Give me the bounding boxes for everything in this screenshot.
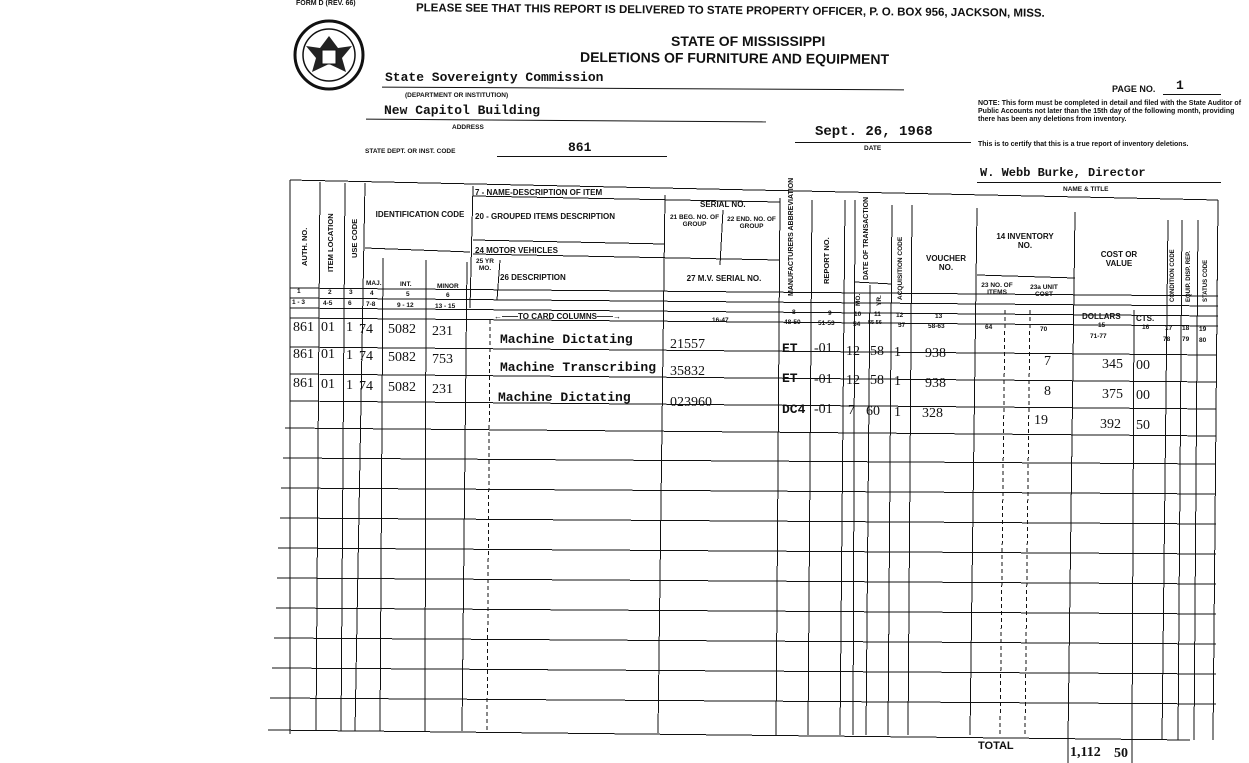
address-label: ADDRESS xyxy=(452,124,484,131)
cell-desc: Machine Dictating xyxy=(498,390,631,405)
col-voucher-no: VOUCHER NO. xyxy=(925,254,966,272)
form-title: DELETIONS OF FURNITURE AND EQUIPMENT xyxy=(579,48,890,68)
cell-mfr: ET xyxy=(782,341,798,356)
col-identification-code: IDENTIFICATION CODE xyxy=(375,210,465,219)
cell-minor: 231 xyxy=(432,324,453,339)
cell-loc: 01 xyxy=(321,377,335,392)
note-text: NOTE: This form must be completed in detail and filed with the State Auditor of Public Accounts not later than the 15th day of the following month, providing there has been any deletions from inventory. xyxy=(978,100,1242,123)
signature-value: W. Webb Burke, Director xyxy=(980,166,1146,180)
col-yr: YR. xyxy=(876,295,883,306)
cell-desc: Machine Transcribing xyxy=(500,360,657,375)
col-description26: 26 DESCRIPTION xyxy=(500,273,566,282)
num-17: 17 xyxy=(1165,325,1173,332)
col-equip-disp-rep: EQUIP. DISP. REP. xyxy=(1186,250,1192,302)
cell-report: -01 xyxy=(814,372,833,387)
num-15: 15 xyxy=(1098,322,1106,329)
cell-yr: 60 xyxy=(866,404,880,419)
cell-serial: 023960 xyxy=(670,395,712,410)
col-no-of-items: 23 NO. OF ITEMS xyxy=(981,282,1013,296)
col-cts: CTS. xyxy=(1136,314,1155,323)
cell-mfr: ET xyxy=(782,371,798,386)
num-11: 11 xyxy=(874,311,881,318)
card-12: 57 xyxy=(898,322,906,329)
col-status-code: STATUS CODE xyxy=(1203,259,1209,302)
cell-acq: 1 xyxy=(894,405,901,420)
col-date-of-transaction: DATE OF TRANSACTION xyxy=(863,196,870,280)
col-auth-no: AUTH. NO. xyxy=(300,227,309,266)
card-18: 79 xyxy=(1182,336,1190,343)
num-1: 1 xyxy=(297,288,301,295)
cell-serial: 21557 xyxy=(670,337,705,352)
card-6: 13 - 15 xyxy=(435,303,456,310)
num-9: 9 xyxy=(828,310,832,317)
card-11: 55 56 xyxy=(868,320,882,326)
card-16: 71-77 xyxy=(1090,333,1107,340)
num-5: 5 xyxy=(406,291,410,298)
col-condition-code: CONDITION CODE xyxy=(1170,249,1176,302)
col-serial-no: SERIAL NO. xyxy=(700,200,746,209)
certify-text: This is to certify that this is a true report of inventory deletions. xyxy=(978,141,1189,148)
col-use-code: USE CODE xyxy=(350,218,359,258)
card-14: 64 xyxy=(985,324,993,331)
col-item-location: ITEM LOCATION xyxy=(326,213,335,272)
card-17: 78 xyxy=(1163,336,1171,343)
address-value: New Capitol Building xyxy=(384,103,541,118)
date-label: DATE xyxy=(864,145,882,152)
page-label: PAGE NO. xyxy=(1112,84,1156,94)
num-10: 10 xyxy=(854,311,862,318)
card-3: 6 xyxy=(348,300,352,307)
cell-dollars: 345 xyxy=(1102,357,1123,372)
num-16: 16 xyxy=(1142,324,1150,331)
col-cost-or-value: COST OR VALUE xyxy=(1100,250,1138,268)
col-dollars: DOLLARS xyxy=(1082,312,1121,321)
col-inventory-no: 14 INVENTORY NO. xyxy=(996,232,1054,250)
cell-yr: 58 xyxy=(870,373,884,388)
num-6: 6 xyxy=(446,292,450,299)
inst-code-value: 861 xyxy=(568,140,592,155)
col-name-desc: 7 - NAME-DESCRIPTION OF ITEM xyxy=(475,188,603,197)
card-4: 7-8 xyxy=(366,301,376,308)
cell-int: 5082 xyxy=(388,350,416,365)
card-10: 54 xyxy=(853,321,861,328)
num-13: 13 xyxy=(935,313,943,320)
cell-int: 5082 xyxy=(388,322,416,337)
to-card-columns: ←——TO CARD COLUMNS——→ xyxy=(494,312,621,321)
cell-dollars: 375 xyxy=(1102,387,1123,402)
cell-voucher: 328 xyxy=(922,406,943,421)
card-13: 58-63 xyxy=(928,323,945,330)
col-mo: MO. xyxy=(855,293,862,306)
cell-use: 1 xyxy=(346,320,353,335)
to-card-columns-label: TO CARD COLUMNS xyxy=(518,312,597,321)
cell-mfr: DC4 xyxy=(782,402,806,417)
card-15: 70 xyxy=(1040,326,1048,333)
cell-inventory: 7 xyxy=(1044,354,1051,369)
cell-serial: 35832 xyxy=(670,364,705,379)
cell-yr: 58 xyxy=(870,344,884,359)
card-19: 80 xyxy=(1199,337,1207,344)
num-8: 8 xyxy=(792,309,796,316)
num-2: 2 xyxy=(328,289,332,296)
cell-acq: 1 xyxy=(894,345,901,360)
cell-cts: 50 xyxy=(1136,418,1150,433)
col-end-no: 22 END. NO. OF GROUP xyxy=(727,216,776,230)
num-19: 19 xyxy=(1199,326,1207,333)
cell-voucher: 938 xyxy=(925,346,946,361)
cell-use: 1 xyxy=(346,348,353,363)
col-beg-no: 21 BEG. NO. OF GROUP xyxy=(669,214,720,228)
form-id: FORM D (REV. 66) xyxy=(296,0,356,7)
card-7: 16-47 xyxy=(712,317,729,324)
card-1: 1 - 3 xyxy=(292,299,306,306)
cell-report: -01 xyxy=(814,341,833,356)
cell-mo: 12 xyxy=(846,344,860,359)
inst-code-label: STATE DEPT. OR INST. CODE xyxy=(365,148,456,155)
col-acquisition-code: ACQUISITION CODE xyxy=(897,236,904,300)
total-label: TOTAL xyxy=(978,740,1014,752)
col-int: INT. xyxy=(400,281,412,288)
page-number: 1 xyxy=(1176,78,1184,93)
cell-desc: Machine Dictating xyxy=(500,332,633,347)
col-yr-mo: 25 YR MO. xyxy=(476,258,494,272)
cell-cts: 00 xyxy=(1136,358,1150,373)
col-unit-cost: 23a UNIT COST xyxy=(1030,284,1058,298)
cell-loc: 01 xyxy=(321,320,335,335)
col-grouped-desc: 20 - GROUPED ITEMS DESCRIPTION xyxy=(475,212,616,221)
col-maj: MAJ. xyxy=(366,280,382,287)
state-title: STATE OF MISSISSIPPI xyxy=(671,33,826,49)
cell-maj: 74 xyxy=(359,322,373,337)
cell-maj: 74 xyxy=(359,379,373,394)
card-5: 9 - 12 xyxy=(397,302,414,309)
cell-minor: 231 xyxy=(432,382,453,397)
col-motor-vehicles: 24 MOTOR VEHICLES xyxy=(475,246,558,255)
cell-auth: 861 xyxy=(293,320,314,335)
cell-mo: 7 xyxy=(848,403,855,418)
date-value: Sept. 26, 1968 xyxy=(815,124,933,140)
cell-mo: 12 xyxy=(846,373,860,388)
col-mv-serial: 27 M.V. SERIAL NO. xyxy=(686,274,762,283)
signature-label: NAME & TITLE xyxy=(1063,186,1109,193)
cell-report: -01 xyxy=(814,402,833,417)
num-3: 3 xyxy=(349,289,353,296)
cell-auth: 861 xyxy=(293,376,314,391)
cell-inventory: 19 xyxy=(1034,413,1048,428)
cell-maj: 74 xyxy=(359,349,373,364)
total-dollars: 1,112 xyxy=(1070,745,1101,760)
cell-cts: 00 xyxy=(1136,388,1150,403)
cell-dollars: 392 xyxy=(1100,417,1121,432)
card-9: 51-53 xyxy=(818,320,835,327)
col-minor: MINOR xyxy=(437,283,459,290)
cell-loc: 01 xyxy=(321,347,335,362)
total-cts: 50 xyxy=(1114,746,1128,761)
cell-acq: 1 xyxy=(894,374,901,389)
department-value: State Sovereignty Commission xyxy=(385,70,604,85)
cell-int: 5082 xyxy=(388,380,416,395)
department-label: (DEPARTMENT OR INSTITUTION) xyxy=(405,92,509,99)
cell-auth: 861 xyxy=(293,347,314,362)
cell-minor: 753 xyxy=(432,352,453,367)
card-2: 4-5 xyxy=(323,300,333,307)
cell-inventory: 8 xyxy=(1044,384,1051,399)
delivery-notice: PLEASE SEE THAT THIS REPORT IS DELIVERED TO STATE PROPERTY OFFICER, P. O. BOX 956, JACKSON, MISS. xyxy=(415,2,1045,20)
cell-voucher: 938 xyxy=(925,376,946,391)
col-report-no: REPORT NO. xyxy=(822,237,831,284)
col-manufacturers: MANUFACTURERS ABBREVIATION xyxy=(788,177,795,296)
num-12: 12 xyxy=(896,312,904,319)
num-4: 4 xyxy=(370,290,374,297)
cell-use: 1 xyxy=(346,378,353,393)
card-8: 48-50 xyxy=(784,319,801,326)
num-18: 18 xyxy=(1182,325,1190,332)
